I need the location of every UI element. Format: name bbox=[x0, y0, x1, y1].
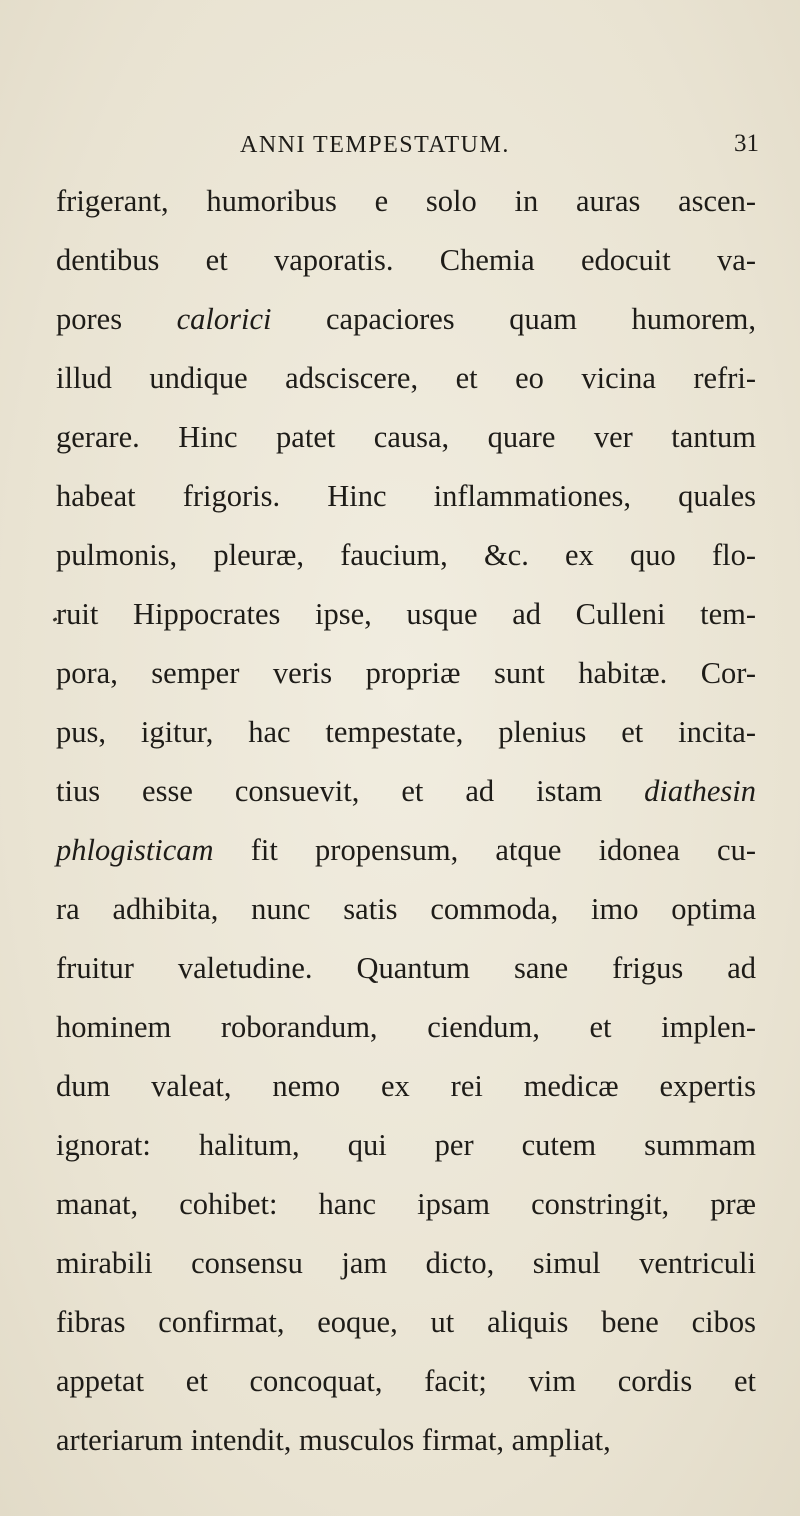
text-line: fibras confirmat, eoque, ut aliquis bene cibos bbox=[56, 1305, 756, 1339]
text-line: frigerant, humoribus e solo in auras ascen- bbox=[56, 184, 756, 218]
text-line: ruit Hippocrates ipse, usque ad Culleni tem- bbox=[56, 597, 756, 631]
text-line: fruitur valetudine. Quantum sane frigus ad bbox=[56, 951, 756, 985]
text-line: habeat frigoris. Hinc inflammationes, quales bbox=[56, 479, 756, 513]
text-line: ignorat: halitum, qui per cutem summam bbox=[56, 1128, 756, 1162]
text-line: dentibus et vaporatis. Chemia edocuit va- bbox=[56, 243, 756, 277]
text-line: tius esse consuevit, et ad istam diathesin bbox=[56, 774, 756, 808]
text-line: illud undique adsciscere, et eo vicina refri- bbox=[56, 361, 756, 395]
body-text bbox=[56, 172, 756, 1470]
page-number: 31 bbox=[734, 130, 759, 157]
text-line: ra adhibita, nunc satis commoda, imo optima bbox=[56, 892, 756, 926]
italic-term: calorici bbox=[176, 302, 272, 336]
text-line: pora, semper veris propriæ sunt habitæ. Cor- bbox=[56, 656, 756, 690]
text-line: gerare. Hinc patet causa, quare ver tantum bbox=[56, 420, 756, 454]
text-line: pulmonis, pleuræ, faucium, &c. ex quo flo- bbox=[56, 538, 756, 572]
italic-term: phlogisticam bbox=[56, 833, 214, 867]
running-head: ANNI TEMPESTATUM. bbox=[240, 132, 510, 158]
text-line: pus, igitur, hac tempestate, plenius et incita- bbox=[56, 715, 756, 749]
text-line: mirabili consensu jam dicto, simul ventriculi bbox=[56, 1246, 756, 1280]
text-line: dum valeat, nemo ex rei medicæ expertis bbox=[56, 1069, 756, 1103]
italic-term: diathesin bbox=[644, 774, 756, 808]
text-line: arteriarum intendit, musculos firmat, ampliat, bbox=[56, 1423, 611, 1457]
text-line: pores calorici capaciores quam humorem, bbox=[56, 302, 756, 336]
text-line: manat, cohibet: hanc ipsam constringit, præ bbox=[56, 1187, 756, 1221]
text-line: phlogisticam fit propensum, atque idonea cu- bbox=[56, 833, 756, 867]
text-line: appetat et concoquat, facit; vim cordis et bbox=[56, 1364, 756, 1398]
text-line: hominem roborandum, ciendum, et implen- bbox=[56, 1010, 756, 1044]
